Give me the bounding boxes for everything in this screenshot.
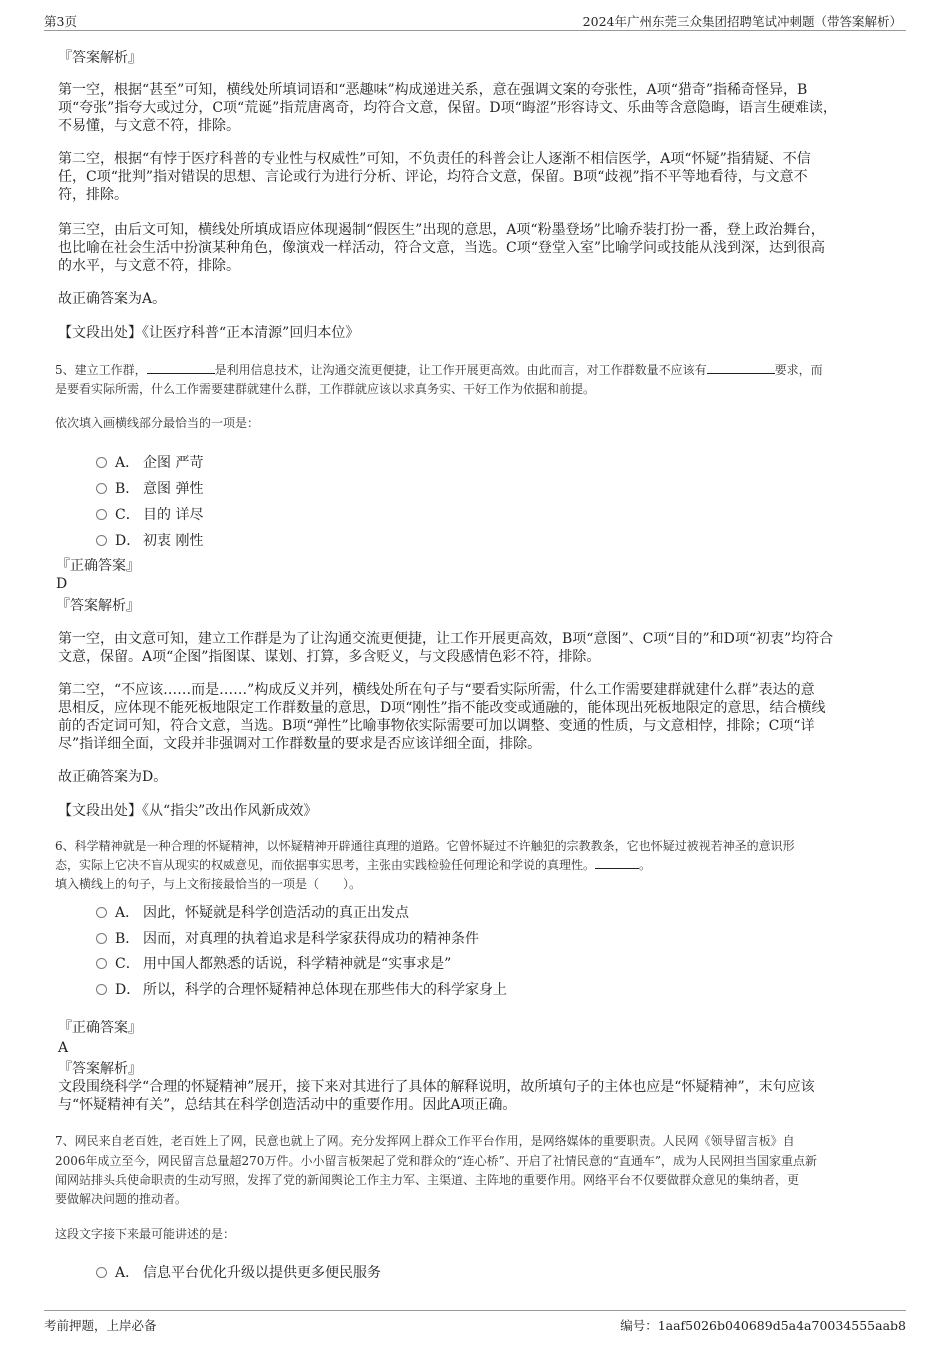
q6-option-a[interactable]: A． 因此，怀疑就是科学创造活动的真正出发点	[96, 902, 409, 922]
q4-conclusion: 故正确答案为A。	[58, 291, 167, 307]
q7-option-a[interactable]: A． 信息平台优化升级以提供更多便民服务	[96, 1262, 381, 1282]
q5-option-b[interactable]: B． 意图 弹性	[96, 478, 203, 498]
q4-p1-line3: 不易懂，与文意不符，排除。	[58, 118, 240, 134]
q5-p1-line1: 第一空，由文意可知，建立工作群是为了让沟通交流更便捷，让工作开展更高效，B项“意图”、C项“目的”和D项“初衷”均符合	[58, 631, 834, 647]
q5-p1-line2: 文意，保留。A项“企图”指图谋、谋划、打算，多含贬义，与文段感情色彩不符，排除。	[58, 649, 601, 665]
q6-option-b[interactable]: B． 因而，对真理的执着追求是科学家获得成功的精神条件	[96, 928, 479, 948]
q6-blank	[595, 857, 639, 869]
radio-icon[interactable]	[96, 1267, 107, 1278]
q5-blank-2	[707, 362, 775, 374]
q5-answer-label: 『正确答案』	[56, 558, 140, 574]
q5-option-d[interactable]: D． 初衷 刚性	[96, 530, 203, 550]
q5-option-c[interactable]: C． 目的 详尽	[96, 504, 203, 524]
page-footer	[44, 1310, 906, 1341]
q6-answer-label: 『正确答案』	[58, 1020, 142, 1036]
radio-icon[interactable]	[96, 483, 107, 494]
q6-stem-line1: 6、科学精神就是一种合理的怀疑精神，以怀疑精神开辟通往真理的道路。它曾怀疑过不许触犯的宗教教条，它也怀疑过被视若神圣的意识形	[55, 839, 795, 853]
document-title: 2024年广州东莞三众集团招聘笔试冲刺题（带答案解析）	[582, 14, 902, 29]
q6-analysis-label: 『答案解析』	[58, 1061, 142, 1077]
q4-p2-line2: 任，C项“批判”指对错误的思想、言论或行为进行分析、评论，均符合文意，保留。B项“歧视”指不平等地看待，与文意不	[58, 169, 808, 185]
q4-p2-line3: 符，排除。	[58, 187, 128, 203]
page-header	[44, 8, 906, 31]
q5-blank-1	[147, 362, 215, 374]
q5-answer: D	[56, 576, 68, 592]
q5-source: 【文段出处】《从“指尖”改出作风新成效》	[58, 803, 318, 819]
q5-p2-line4: 尽”指详细全面，文段并非强调对工作群数量的要求是否应该详细全面，排除。	[58, 736, 542, 752]
q5-prompt: 依次填入画横线部分最恰当的一项是：	[55, 416, 260, 430]
radio-icon[interactable]	[96, 958, 107, 969]
radio-icon[interactable]	[96, 457, 107, 468]
q6-option-c[interactable]: C． 用中国人都熟悉的话说，科学精神就是“实事求是”	[96, 953, 451, 973]
q5-p2-line1: 第二空，“不应该……而是……”构成反义并列，横线处所在句子与“要看实际所需，什么工作需要建群就建什么群”表达的意	[58, 682, 815, 698]
q7-stem-line2: 2006年成立至今，网民留言总量超270万件。小小留言板架起了党和群众的“连心桥”、开启了社情民意的“直通车”，成为人民网担当国家重点新	[55, 1154, 817, 1168]
q4-source: 【文段出处】《让医疗科普“正本清源”回归本位》	[58, 325, 360, 341]
q5-stem-line1: 5、建立工作群， 是利用信息技术，让沟通交流更便捷，让工作开展更高效。由此而言，对工作群数量不应该有 要求，而	[55, 363, 823, 377]
q7-stem-line4: 要做解决问题的推动者。	[55, 1192, 188, 1206]
q6-answer: A	[58, 1040, 69, 1056]
q6-analysis-line2: 与“怀疑精神有关”，总结其在科学创造活动中的重要作用。因此A项正确。	[58, 1097, 517, 1113]
q5-option-a[interactable]: A． 企图 严苛	[96, 452, 203, 472]
q5-p2-line3: 前的否定词可知，符合文意，当选。B项“弹性”比喻事物依实际需要可加以调整、变通的性质，与文意相悖，排除；C项“详	[58, 718, 815, 734]
radio-icon[interactable]	[96, 933, 107, 944]
q5-p2-line2: 思相反，应体现不能死板地限定工作群数量的意思，D项“刚性”指不能改变或通融的，能体现出死板地限定的意思，结合横线	[58, 700, 826, 716]
q5-analysis-label: 『答案解析』	[56, 598, 140, 614]
q4-p3-line2: 也比喻在社会生活中扮演某种角色，像演戏一样活动，符合文意，当选。C项“登堂入室”比喻学问或技能从浅到深，达到很高	[58, 240, 826, 256]
q4-p3-line3: 的水平，与文意不符，排除。	[58, 258, 240, 274]
q4-p2-line1: 第二空，根据“有悖于医疗科普的专业性与权威性”可知，不负责任的科普会让人逐渐不相信医学，A项“怀疑”指猜疑、不信	[58, 151, 811, 167]
q6-stem-line2: 态，实际上它决不盲从现实的权威意见，而依据事实思考，主张由实践检验任何理论和学说的真理性。 。	[55, 858, 652, 872]
radio-icon[interactable]	[96, 984, 107, 995]
q6-analysis-line1: 文段围绕科学“合理的怀疑精神”展开，接下来对其进行了具体的解释说明，故所填句子的主体也应是“怀疑精神”，末句应该	[58, 1079, 815, 1095]
radio-icon[interactable]	[96, 509, 107, 520]
q7-prompt: 这段文字接下来最可能讲述的是：	[55, 1227, 236, 1241]
q4-p1-line1: 第一空，根据“甚至”可知，横线处所填词语和“恶趣味”构成递进关系，意在强调文案的夸张性，A项“猎奇”指稀奇怪异，B	[58, 82, 808, 98]
q6-option-d[interactable]: D． 所以，科学的合理怀疑精神总体现在那些伟大的科学家身上	[96, 979, 507, 999]
q4-analysis-label: 『答案解析』	[58, 50, 142, 66]
radio-icon[interactable]	[96, 907, 107, 918]
q7-stem-line3: 闻网站排头兵使命职责的生动写照，发挥了党的新闻舆论工作主力军、主渠道、主阵地的重要作用。网络平台不仅要做群众意见的集纳者，更	[55, 1173, 800, 1187]
q4-p1-line2: 项“夸张”指夸大或过分，C项“荒诞”指荒唐离奇，均符合文意，保留。D项“晦涩”形容诗文、乐曲等含意隐晦，语言生硬难读，	[58, 100, 837, 116]
q7-stem-line1: 7、网民来自老百姓，老百姓上了网，民意也就上了网。充分发挥网上群众工作平台作用，是网络媒体的重要职责。人民网《领导留言板》自	[55, 1134, 795, 1148]
footer-slogan: 考前押题，上岸必备	[44, 1318, 157, 1333]
radio-icon[interactable]	[96, 535, 107, 546]
q5-stem-line2: 是要看实际所需，什么工作需要建群就建什么群，工作群就应该以求真务实、干好工作为依据和前提。	[55, 382, 596, 396]
q4-p3-line1: 第三空，由后文可知，横线处所填成语应体现遏制“假医生”出现的意思，A项“粉墨登场”比喻乔装打扮一番，登上政治舞台，	[58, 222, 825, 238]
q5-conclusion: 故正确答案为D。	[58, 769, 168, 785]
q6-prompt: 填入横线上的句子，与上文衔接最恰当的一项是（ ）。	[55, 877, 362, 891]
document-id: 编号：1aaf5026b040689d5a4a70034555aab8	[620, 1318, 906, 1333]
page-number: 第3页	[44, 14, 77, 29]
